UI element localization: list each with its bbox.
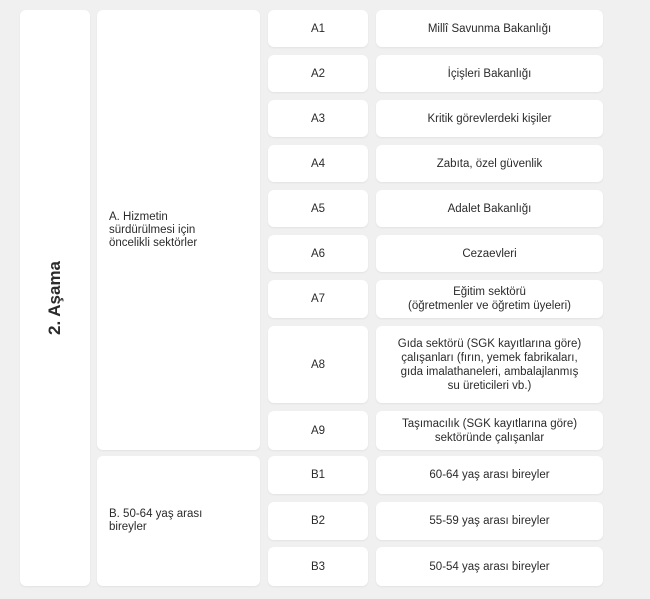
group-a-label: A. Hizmetin sürdürülmesi için öncelikli sektörler: [109, 210, 198, 249]
row-desc-a1: Millî Savunma Bakanlığı: [376, 10, 603, 47]
row-code-a8: A8: [268, 326, 368, 403]
row-desc-a4: Zabıta, özel güvenlik: [376, 145, 603, 182]
phase-cell: [20, 10, 90, 586]
row-desc-b1: 60-64 yaş arası bireyler: [376, 456, 603, 494]
row-desc-a9: Taşımacılık (SGK kayıtlarına göre) sektöründe çalışanlar: [376, 411, 603, 450]
row-desc-b2: 55-59 yaş arası bireyler: [376, 502, 603, 540]
group-b-label: B. 50-64 yaş arası bireyler: [109, 508, 203, 533]
row-code-a5: A5: [268, 190, 368, 227]
row-desc-a3: Kritik görevlerdeki kişiler: [376, 100, 603, 137]
row-code-b2: B2: [268, 502, 368, 540]
row-code-a4: A4: [268, 145, 368, 182]
row-code-a7: A7: [268, 280, 368, 318]
row-code-a2: A2: [268, 55, 368, 92]
phase-label: 2. Aşama: [45, 260, 64, 336]
row-desc-a5: Adalet Bakanlığı: [376, 190, 603, 227]
row-desc-a6: Cezaevleri: [376, 235, 603, 272]
row-code-a6: A6: [268, 235, 368, 272]
group-b-cell: [97, 456, 260, 586]
row-desc-b3: 50-54 yaş arası bireyler: [376, 547, 603, 586]
row-code-a1: A1: [268, 10, 368, 47]
group-a-cell: [97, 10, 260, 450]
row-code-a3: A3: [268, 100, 368, 137]
row-code-b1: B1: [268, 456, 368, 494]
row-desc-a2: İçişleri Bakanlığı: [376, 55, 603, 92]
row-desc-a8: Gıda sektörü (SGK kayıtlarına göre) çalışanları (fırın, yemek fabrikaları, gıda imalathaneleri, ambalajlanmış su üreticileri vb.): [376, 326, 603, 403]
row-code-b3: B3: [268, 547, 368, 586]
row-desc-a7: Eğitim sektörü (öğretmenler ve öğretim üyeleri): [376, 280, 603, 318]
row-code-a9: A9: [268, 411, 368, 450]
